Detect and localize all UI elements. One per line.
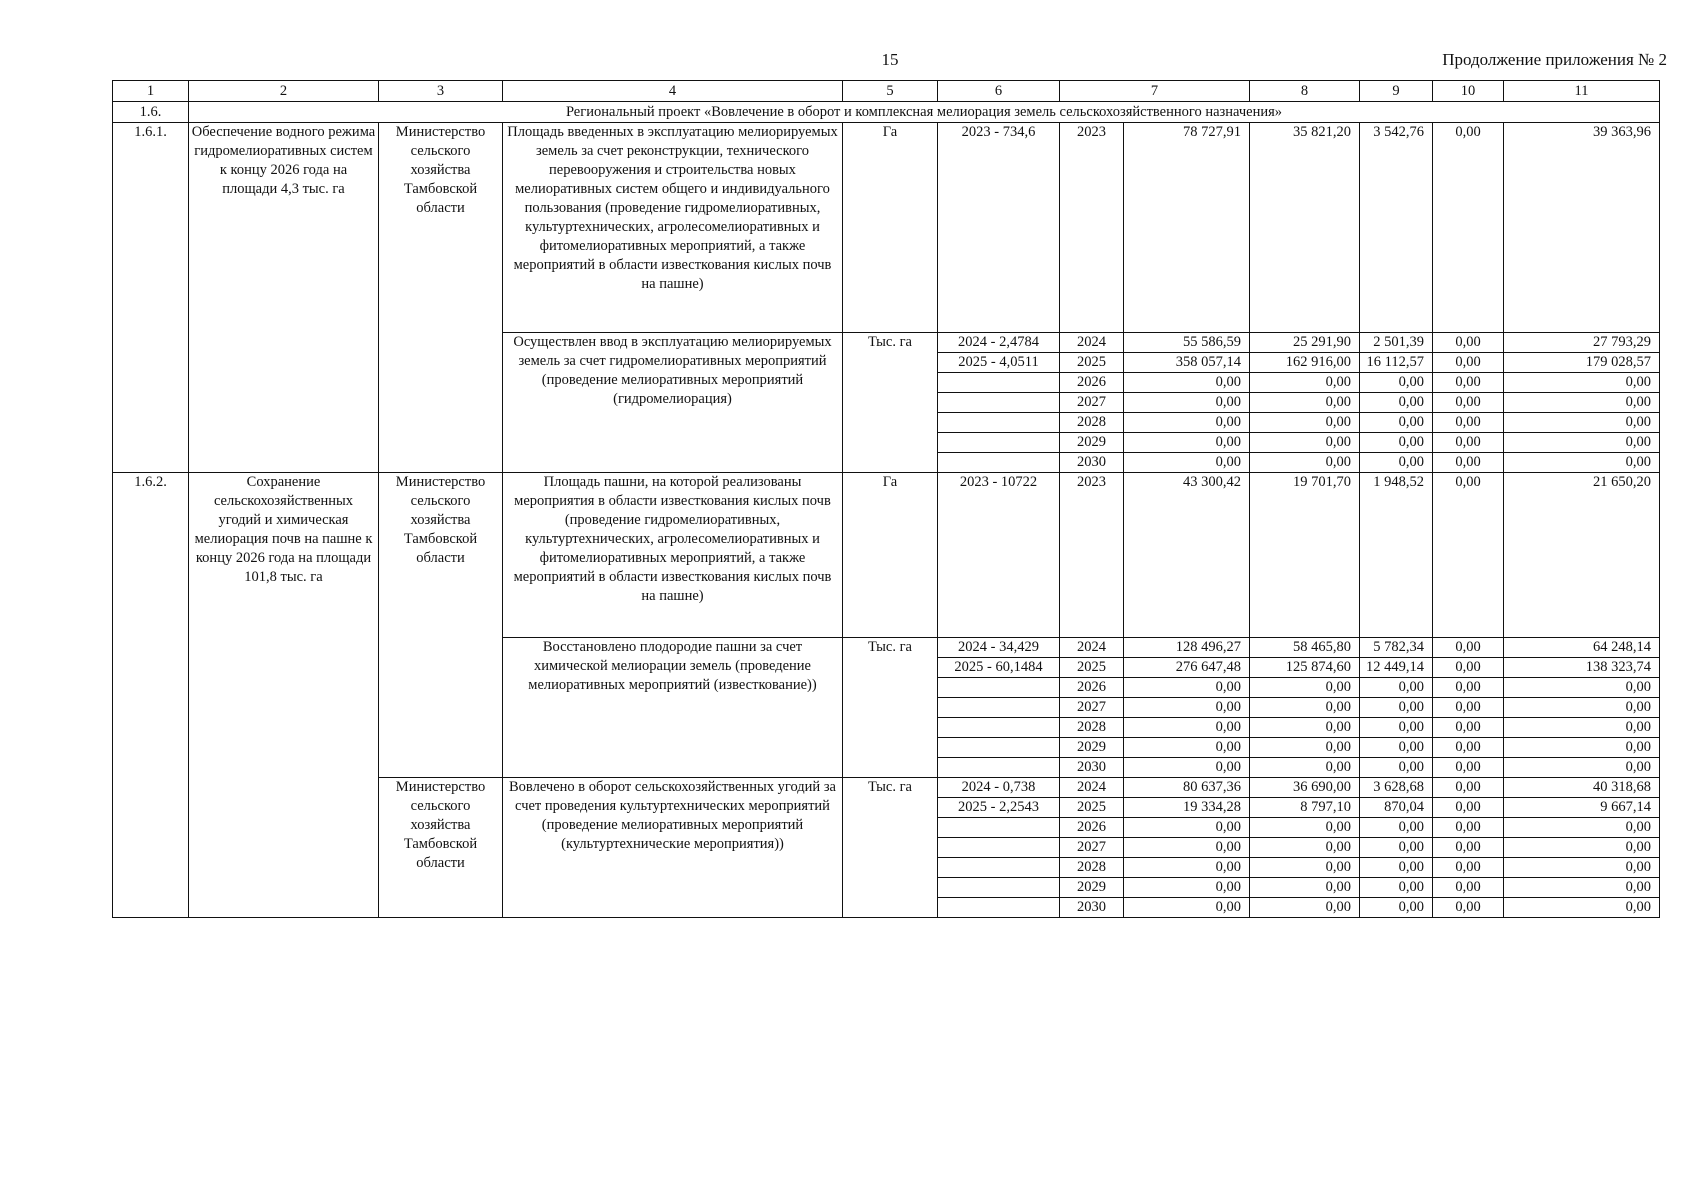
amount-total: 0,00 [1124, 838, 1250, 858]
target-value [938, 393, 1060, 413]
unit: Га [843, 473, 938, 638]
amount-federal: 0,00 [1250, 718, 1360, 738]
header-cell: 3 [379, 81, 503, 102]
amount-federal: 19 701,70 [1250, 473, 1360, 638]
amount-extra: 0,00 [1504, 433, 1660, 453]
header-cell: 8 [1250, 81, 1360, 102]
item-name: Обеспечение водного режима гидромелиоративных систем к концу 2026 года на площади 4,3 тыс. га [189, 123, 379, 473]
executor: Министерство сельского хозяйства Тамбовской области [379, 778, 503, 918]
year: 2029 [1060, 878, 1124, 898]
amount-total: 0,00 [1124, 453, 1250, 473]
header-cell: 5 [843, 81, 938, 102]
amount-extra: 0,00 [1504, 718, 1660, 738]
year: 2029 [1060, 738, 1124, 758]
amount-federal: 0,00 [1250, 738, 1360, 758]
year: 2028 [1060, 858, 1124, 878]
target-value: 2024 - 34,429 [938, 638, 1060, 658]
target-value [938, 878, 1060, 898]
amount-extra: 21 650,20 [1504, 473, 1660, 638]
target-value: 2025 - 2,2543 [938, 798, 1060, 818]
amount-federal: 58 465,80 [1250, 638, 1360, 658]
amount-extra: 0,00 [1504, 878, 1660, 898]
amount-extra: 27 793,29 [1504, 333, 1660, 353]
amount-regional: 0,00 [1360, 858, 1433, 878]
amount-regional: 0,00 [1360, 738, 1433, 758]
amount-federal: 8 797,10 [1250, 798, 1360, 818]
amount-local: 0,00 [1433, 798, 1504, 818]
amount-federal: 0,00 [1250, 413, 1360, 433]
amount-regional: 870,04 [1360, 798, 1433, 818]
amount-extra: 0,00 [1504, 373, 1660, 393]
year: 2027 [1060, 698, 1124, 718]
amount-federal: 0,00 [1250, 433, 1360, 453]
amount-extra: 0,00 [1504, 698, 1660, 718]
target-value [938, 818, 1060, 838]
amount-local: 0,00 [1433, 413, 1504, 433]
target-value [938, 413, 1060, 433]
amount-extra: 0,00 [1504, 858, 1660, 878]
amount-federal: 125 874,60 [1250, 658, 1360, 678]
target-value [938, 698, 1060, 718]
header-cell: 7 [1060, 81, 1250, 102]
target-value: 2024 - 0,738 [938, 778, 1060, 798]
table-row [113, 473, 1660, 638]
amount-regional: 12 449,14 [1360, 658, 1433, 678]
amount-extra: 0,00 [1504, 453, 1660, 473]
year: 2025 [1060, 353, 1124, 373]
header-cell: 11 [1504, 81, 1660, 102]
amount-regional: 0,00 [1360, 698, 1433, 718]
target-value: 2025 - 60,1484 [938, 658, 1060, 678]
amount-total: 0,00 [1124, 373, 1250, 393]
amount-total: 0,00 [1124, 393, 1250, 413]
amount-regional: 3 542,76 [1360, 123, 1433, 333]
unit: Тыс. га [843, 333, 938, 473]
amount-local: 0,00 [1433, 638, 1504, 658]
amount-total: 0,00 [1124, 718, 1250, 738]
amount-extra: 0,00 [1504, 818, 1660, 838]
header-cell: 2 [189, 81, 379, 102]
amount-regional: 0,00 [1360, 818, 1433, 838]
amount-regional: 0,00 [1360, 878, 1433, 898]
amount-local: 0,00 [1433, 393, 1504, 413]
target-value: 2024 - 2,4784 [938, 333, 1060, 353]
amount-local: 0,00 [1433, 858, 1504, 878]
amount-federal: 0,00 [1250, 373, 1360, 393]
amount-local: 0,00 [1433, 838, 1504, 858]
amount-total: 0,00 [1124, 413, 1250, 433]
amount-extra: 0,00 [1504, 678, 1660, 698]
target-value [938, 718, 1060, 738]
continuation-note: Продолжение приложения № 2 [1442, 50, 1667, 69]
header-cell: 10 [1433, 81, 1504, 102]
target-value: 2025 - 4,0511 [938, 353, 1060, 373]
executor: Министерство сельского хозяйства Тамбовской области [379, 123, 503, 473]
amount-local: 0,00 [1433, 878, 1504, 898]
page-number: 15 [881, 50, 899, 69]
year: 2030 [1060, 758, 1124, 778]
year: 2026 [1060, 678, 1124, 698]
target-value: 2023 - 10722 [938, 473, 1060, 638]
amount-extra: 179 028,57 [1504, 353, 1660, 373]
target-value [938, 898, 1060, 918]
amount-local: 0,00 [1433, 658, 1504, 678]
executor: Министерство сельского хозяйства Тамбовской области [379, 473, 503, 778]
amount-total: 0,00 [1124, 858, 1250, 878]
amount-regional: 16 112,57 [1360, 353, 1433, 373]
program-table [112, 80, 1660, 918]
amount-local: 0,00 [1433, 433, 1504, 453]
section-row [113, 102, 1660, 123]
amount-extra: 64 248,14 [1504, 638, 1660, 658]
amount-total: 276 647,48 [1124, 658, 1250, 678]
amount-regional: 5 782,34 [1360, 638, 1433, 658]
amount-extra: 0,00 [1504, 393, 1660, 413]
unit: Га [843, 123, 938, 333]
amount-federal: 0,00 [1250, 453, 1360, 473]
amount-federal: 25 291,90 [1250, 333, 1360, 353]
amount-regional: 0,00 [1360, 393, 1433, 413]
year: 2030 [1060, 898, 1124, 918]
amount-local: 0,00 [1433, 333, 1504, 353]
year: 2023 [1060, 123, 1124, 333]
column-numbers-row [113, 81, 1660, 102]
amount-local: 0,00 [1433, 738, 1504, 758]
amount-federal: 0,00 [1250, 758, 1360, 778]
amount-federal: 0,00 [1250, 393, 1360, 413]
indicator-name: Площадь введенных в эксплуатацию мелиорируемых земель за счет реконструкции, технического перевооружения и строительства новых мелиоративных систем общего и индивидуального пользования (проведение гидромелиоративных, культуртехнических, агролесомелиоративных и фитомелиоративных мероприятий, а также мероприятий в области известкования кислых почв на пашне) [503, 123, 843, 333]
target-value [938, 678, 1060, 698]
year: 2025 [1060, 658, 1124, 678]
amount-local: 0,00 [1433, 453, 1504, 473]
amount-local: 0,00 [1433, 473, 1504, 638]
target-value [938, 738, 1060, 758]
indicator-name: Восстановлено плодородие пашни за счет химической мелиорации земель (проведение мелиоративных мероприятий (известкование)) [503, 638, 843, 778]
indicator-name: Осуществлен ввод в эксплуатацию мелиорируемых земель за счет гидромелиоративных мероприятий (проведение мелиоративных мероприятий (гидромелиорация) [503, 333, 843, 473]
amount-local: 0,00 [1433, 758, 1504, 778]
year: 2023 [1060, 473, 1124, 638]
unit: Тыс. га [843, 638, 938, 778]
amount-extra: 39 363,96 [1504, 123, 1660, 333]
table-row [113, 123, 1660, 333]
header-cell: 9 [1360, 81, 1433, 102]
indicator-name: Площадь пашни, на которой реализованы мероприятия в области известкования кислых почв (проведение гидромелиоративных, культуртехнических, агролесомелиоративных и фитомелиоративных мероприятий, а также мероприятий в области известкования кислых почв на пашне) [503, 473, 843, 638]
target-value [938, 453, 1060, 473]
unit: Тыс. га [843, 778, 938, 918]
year: 2026 [1060, 373, 1124, 393]
amount-regional: 0,00 [1360, 413, 1433, 433]
year: 2024 [1060, 333, 1124, 353]
target-value [938, 433, 1060, 453]
amount-regional: 0,00 [1360, 433, 1433, 453]
amount-local: 0,00 [1433, 718, 1504, 738]
amount-total: 0,00 [1124, 738, 1250, 758]
amount-regional: 0,00 [1360, 678, 1433, 698]
header-cell: 1 [113, 81, 189, 102]
amount-total: 0,00 [1124, 433, 1250, 453]
target-value [938, 373, 1060, 393]
amount-extra: 40 318,68 [1504, 778, 1660, 798]
amount-federal: 0,00 [1250, 698, 1360, 718]
amount-total: 0,00 [1124, 878, 1250, 898]
amount-regional: 0,00 [1360, 838, 1433, 858]
amount-federal: 0,00 [1250, 678, 1360, 698]
amount-local: 0,00 [1433, 373, 1504, 393]
amount-regional: 1 948,52 [1360, 473, 1433, 638]
item-code: 1.6.2. [113, 473, 189, 918]
amount-regional: 0,00 [1360, 373, 1433, 393]
amount-federal: 0,00 [1250, 818, 1360, 838]
amount-total: 43 300,42 [1124, 473, 1250, 638]
year: 2025 [1060, 798, 1124, 818]
amount-federal: 0,00 [1250, 898, 1360, 918]
amount-federal: 0,00 [1250, 838, 1360, 858]
target-value [938, 858, 1060, 878]
amount-regional: 0,00 [1360, 718, 1433, 738]
year: 2027 [1060, 838, 1124, 858]
amount-total: 128 496,27 [1124, 638, 1250, 658]
amount-regional: 2 501,39 [1360, 333, 1433, 353]
amount-regional: 3 628,68 [1360, 778, 1433, 798]
amount-total: 55 586,59 [1124, 333, 1250, 353]
amount-total: 0,00 [1124, 758, 1250, 778]
amount-extra: 0,00 [1504, 413, 1660, 433]
header-cell: 4 [503, 81, 843, 102]
header-cell: 6 [938, 81, 1060, 102]
amount-extra: 0,00 [1504, 758, 1660, 778]
amount-total: 358 057,14 [1124, 353, 1250, 373]
amount-total: 0,00 [1124, 698, 1250, 718]
year: 2029 [1060, 433, 1124, 453]
amount-federal: 0,00 [1250, 858, 1360, 878]
amount-local: 0,00 [1433, 353, 1504, 373]
amount-local: 0,00 [1433, 698, 1504, 718]
amount-federal: 36 690,00 [1250, 778, 1360, 798]
year: 2024 [1060, 778, 1124, 798]
amount-total: 19 334,28 [1124, 798, 1250, 818]
amount-extra: 0,00 [1504, 838, 1660, 858]
indicator-name: Вовлечено в оборот сельскохозяйственных угодий за счет проведения культуртехнических мероприятий (проведение мелиоративных мероприятий (культуртехнические мероприятия)) [503, 778, 843, 918]
year: 2027 [1060, 393, 1124, 413]
year: 2028 [1060, 413, 1124, 433]
section-title: Региональный проект «Вовлечение в оборот и комплексная мелиорация земель сельскохозяйственного назначения» [189, 102, 1660, 123]
item-code: 1.6.1. [113, 123, 189, 473]
amount-local: 0,00 [1433, 678, 1504, 698]
amount-federal: 35 821,20 [1250, 123, 1360, 333]
amount-total: 0,00 [1124, 818, 1250, 838]
amount-total: 0,00 [1124, 898, 1250, 918]
section-code: 1.6. [113, 102, 189, 123]
amount-extra: 9 667,14 [1504, 798, 1660, 818]
amount-local: 0,00 [1433, 818, 1504, 838]
amount-total: 78 727,91 [1124, 123, 1250, 333]
year: 2026 [1060, 818, 1124, 838]
amount-extra: 138 323,74 [1504, 658, 1660, 678]
amount-regional: 0,00 [1360, 453, 1433, 473]
target-value [938, 838, 1060, 858]
amount-regional: 0,00 [1360, 898, 1433, 918]
amount-local: 0,00 [1433, 123, 1504, 333]
amount-extra: 0,00 [1504, 738, 1660, 758]
year: 2028 [1060, 718, 1124, 738]
target-value [938, 758, 1060, 778]
amount-regional: 0,00 [1360, 758, 1433, 778]
item-name: Сохранение сельскохозяйственных угодий и химическая мелиорация почв на пашне к концу 2026 года на площади 101,8 тыс. га [189, 473, 379, 918]
amount-local: 0,00 [1433, 898, 1504, 918]
target-value: 2023 - 734,6 [938, 123, 1060, 333]
amount-extra: 0,00 [1504, 898, 1660, 918]
year: 2024 [1060, 638, 1124, 658]
amount-federal: 0,00 [1250, 878, 1360, 898]
amount-total: 80 637,36 [1124, 778, 1250, 798]
amount-local: 0,00 [1433, 778, 1504, 798]
year: 2030 [1060, 453, 1124, 473]
amount-federal: 162 916,00 [1250, 353, 1360, 373]
amount-total: 0,00 [1124, 678, 1250, 698]
